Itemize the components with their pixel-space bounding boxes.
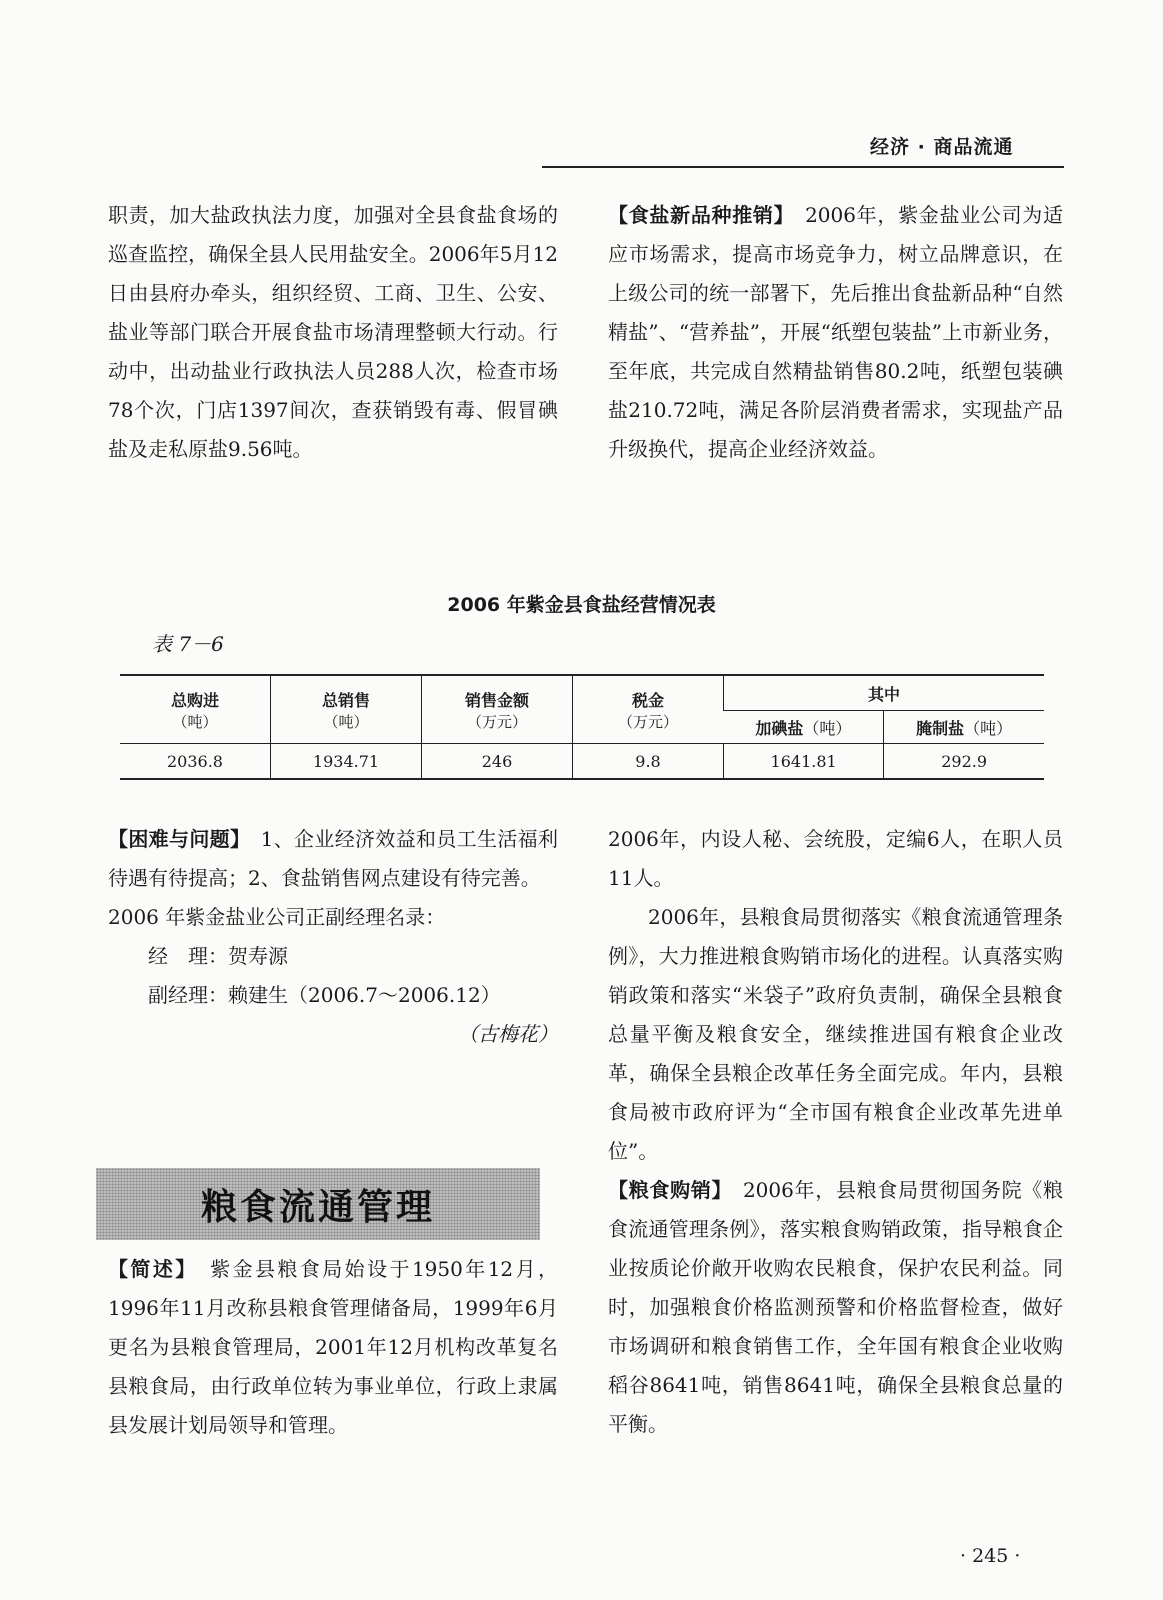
table-header: 总销售 （吨）	[271, 675, 422, 744]
table-subheader: 腌制盐（吨）	[884, 711, 1044, 744]
roster-title: 2006 年紫金盐业公司正副经理名录：	[108, 905, 446, 929]
table-header: 总购进 （吨）	[120, 675, 271, 744]
paragraph-grain-purchase	[608, 1171, 1063, 1444]
paragraph-text: 2006年，县粮食局贯彻国务院《粮食流通管理条例》，落实粮食购销政策，指导粮食企业按质论价敞开收购农民粮食，保护农民利益。同时，加强粮食价格监测预警和价格监督检查，做好市场调研和粮食销售工作，全年国有粮食企业收购稻谷8641吨，销售8641吨，确保全县粮食总量的平衡。	[608, 1178, 1064, 1436]
table-group-header: 其中	[724, 675, 1045, 711]
left-column-top	[108, 196, 558, 469]
section-tag: 【粮食购销】	[608, 1178, 723, 1202]
section-tag: 【简述】	[108, 1257, 188, 1281]
table-header: 销售金额 （万元）	[422, 675, 573, 744]
running-header: 经济 · 商品流通	[870, 136, 1014, 158]
section-tag: 【困难与问题】	[108, 827, 241, 851]
header-rule	[542, 166, 1064, 168]
paragraph-salt-enforcement: 职责，加大盐政执法力度，加强对全县食盐食场的巡查监控，确保全县人民用盐安全。2006年5月12日由县府办牵头，组织经贸、工商、卫生、公安、盐业等部门联合开展食盐市场清理整顿大行动。行动中，出动盐业行政执法人员288人次，检查市场78个次，门店1397间次，查获销毁有毒、假冒碘盐及走私原盐9.56吨。	[108, 203, 558, 461]
author-credit: （古梅花）	[458, 1022, 558, 1046]
table-title: 2006 年紫金县食盐经营情况表	[447, 594, 716, 616]
left-column-summary	[108, 1250, 558, 1445]
table-header: 税金 （万元）	[573, 675, 724, 744]
right-column-top	[608, 196, 1063, 469]
section-title: 粮食流通管理	[200, 1186, 435, 1228]
paragraph-text: 2006年，紫金盐业公司为适应市场需求，提高市场竞争力，树立品牌意识，在上级公司的统一部署下，先后推出食盐新品种“自然精盐”、“营养盐”，开展“纸塑包装盐”上市新业务，至年底，共完成自然精盐销售80.2吨，纸塑包装碘盐210.72吨，满足各阶层消费者需求，实现盐产品升级换代，提高企业经济效益。	[608, 203, 1064, 461]
salt-operations-table	[120, 674, 1044, 780]
paragraph-new-salt-products	[608, 196, 1063, 469]
section-title-banner	[96, 1168, 540, 1240]
table-number: 表 7－6	[152, 632, 224, 656]
table-cell: 1934.71	[271, 744, 422, 780]
roster-deputy: 副经理：赖建生（2006.7～2006.12）	[148, 983, 501, 1007]
right-column-bottom	[608, 820, 1063, 1444]
paragraph-grain-policy: 2006年，县粮食局贯彻落实《粮食流通管理条例》，大力推进粮食购销市场化的进程。认真落实购销政策和落实“米袋子”政府负责制，确保全县粮食总量平衡及粮食安全，继续推进国有粮食企业改革，确保全县粮企改革任务全面完成。年内，县粮食局被市政府评为“全市国有粮食企业改革先进单位”。	[608, 905, 1063, 1163]
paragraph-text: 紫金县粮食局始设于1950年12月，1996年11月改称县粮食管理储备局，1999年6月更名为县粮食管理局，2001年12月机构改革复名县粮食局，由行政单位转为事业单位，行政上隶属县发展计划局领导和管理。	[108, 1257, 559, 1437]
table-row	[120, 744, 1044, 780]
roster-manager: 经 理：贺寿源	[148, 944, 288, 968]
paragraph-problems	[108, 820, 558, 898]
table-cell: 1641.81	[724, 744, 884, 780]
page-number: · 245 ·	[960, 1545, 1021, 1567]
paragraph-summary	[108, 1250, 558, 1445]
section-tag: 【食盐新品种推销】	[608, 203, 785, 227]
left-column-bottom	[108, 820, 558, 1054]
table-cell: 2036.8	[120, 744, 271, 780]
paragraph-staffing: 2006年，内设人秘、会统股，定编6人，在职人员11人。	[608, 827, 1063, 890]
table-cell: 9.8	[573, 744, 724, 780]
table-cell: 246	[422, 744, 573, 780]
paragraph-text: 1、企业经济效益和员工生活福利待遇有待提高；2、食盐销售网点建设有待完善。	[108, 827, 559, 890]
table-subheader: 加碘盐（吨）	[724, 711, 884, 744]
table-cell: 292.9	[884, 744, 1044, 780]
